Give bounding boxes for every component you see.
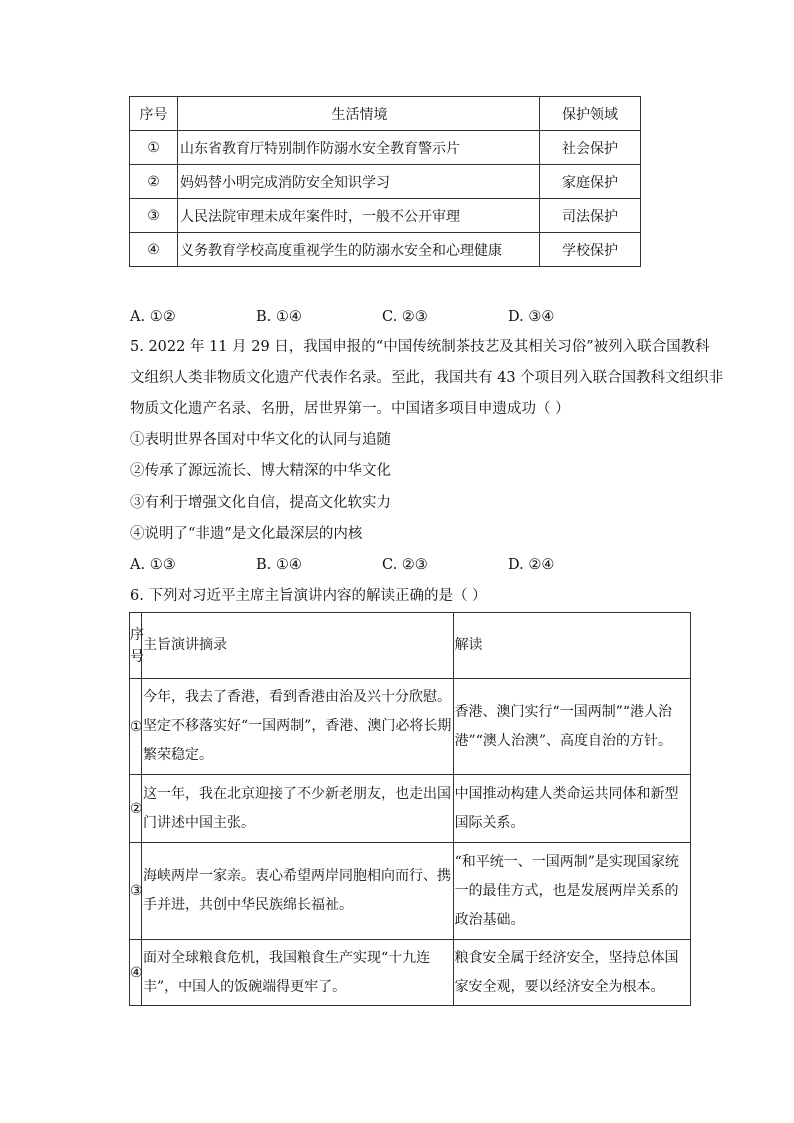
table-row [130,131,641,165]
row-no: ① [130,131,178,165]
header-no: 序号 [130,97,178,131]
q4-option-a: A. ①② [130,309,176,325]
q5-statement: ③有利于增强文化自信，提高文化软实力 [130,495,391,511]
q4-option-c: C. ②③ [382,309,428,325]
q5-option-a: A. ①③ [130,557,176,573]
table-row [130,233,641,267]
row-quote: 今年，我去了香港，看到香港由治及兴十分欣慰。坚定不移落实好“一国两制”，香港、澳门必将长期繁荣稳定。 [142,679,454,775]
speech-table [129,612,691,1006]
q5-option-d: D. ②④ [508,557,555,573]
table-row [130,199,641,233]
row-scene: 妈妈替小明完成消防安全知识学习 [178,165,540,199]
row-area: 社会保护 [540,131,641,165]
row-reading: 香港、澳门实行“一国两制”“港人治港”“澳人治澳”、高度自治的方针。 [453,679,690,775]
row-scene: 人民法院审理未成年案件时，一般不公开审理 [178,199,540,233]
row-no: ② [130,775,142,843]
q5-option-b: B. ①④ [256,557,302,573]
row-reading: 中国推动构建人类命运共同体和新型国际关系。 [453,775,690,843]
q5-stem-line: 文组织人类非物质文化遗产代表作名录。至此，我国共有 43 个项目列入联合国教科文组织非 [130,370,724,386]
q4-option-d: D. ③④ [508,309,555,325]
q5-stem-line: 5. 2022 年 11 月 29 日，我国申报的“中国传统制茶技艺及其相关习俗”被列入联合国教科 [130,339,710,355]
table-row [130,775,691,843]
q5-option-c: C. ②③ [382,557,428,573]
row-area: 司法保护 [540,199,641,233]
table-row [130,165,641,199]
header-area: 保护领域 [540,97,641,131]
row-no: ① [130,679,142,775]
row-no: ③ [130,199,178,233]
row-area: 家庭保护 [540,165,641,199]
table-row [130,940,691,1006]
q6-stem: 6. 下列对习近平主席主旨演讲内容的解读正确的是（ ） [130,588,487,604]
row-no: ③ [130,843,142,940]
table-row [130,843,691,940]
row-quote: 海峡两岸一家亲。衷心希望两岸同胞相向而行、携手并进，共创中华民族绵长福祉。 [142,843,454,940]
row-area: 学校保护 [540,233,641,267]
header-no: 序号 [130,613,142,679]
header-scene: 生活情境 [178,97,540,131]
q5-statement: ①表明世界各国对中华文化的认同与追随 [130,432,391,448]
row-no: ④ [130,233,178,267]
q5-statement: ②传承了源远流长、博大精深的中华文化 [130,463,391,479]
table-header-row [130,97,641,131]
row-reading: “和平统一、一国两制”是实现国家统一的最佳方式，也是发展两岸关系的政治基础。 [453,843,690,940]
row-no: ② [130,165,178,199]
row-scene: 山东省教育厅特别制作防溺水安全教育警示片 [178,131,540,165]
row-scene: 义务教育学校高度重视学生的防溺水安全和心理健康 [178,233,540,267]
table-header-row [130,613,691,679]
q5-statement: ④说明了“非遗”是文化最深层的内核 [130,526,363,542]
q5-stem-line: 物质文化遗产名录、名册，居世界第一。中国诸多项目申遗成功（ ） [130,401,570,417]
header-reading: 解读 [453,613,690,679]
row-reading: 粮食安全属于经济安全，坚持总体国家安全观，要以经济安全为根本。 [453,940,690,1006]
row-quote: 面对全球粮食危机，我国粮食生产实现“十九连丰”，中国人的饭碗端得更牢了。 [142,940,454,1006]
protection-table [129,96,641,267]
table-row [130,679,691,775]
row-no: ④ [130,940,142,1006]
row-quote: 这一年，我在北京迎接了不少新老朋友，也走出国门讲述中国主张。 [142,775,454,843]
header-quote: 主旨演讲摘录 [142,613,454,679]
q4-option-b: B. ①④ [256,309,302,325]
